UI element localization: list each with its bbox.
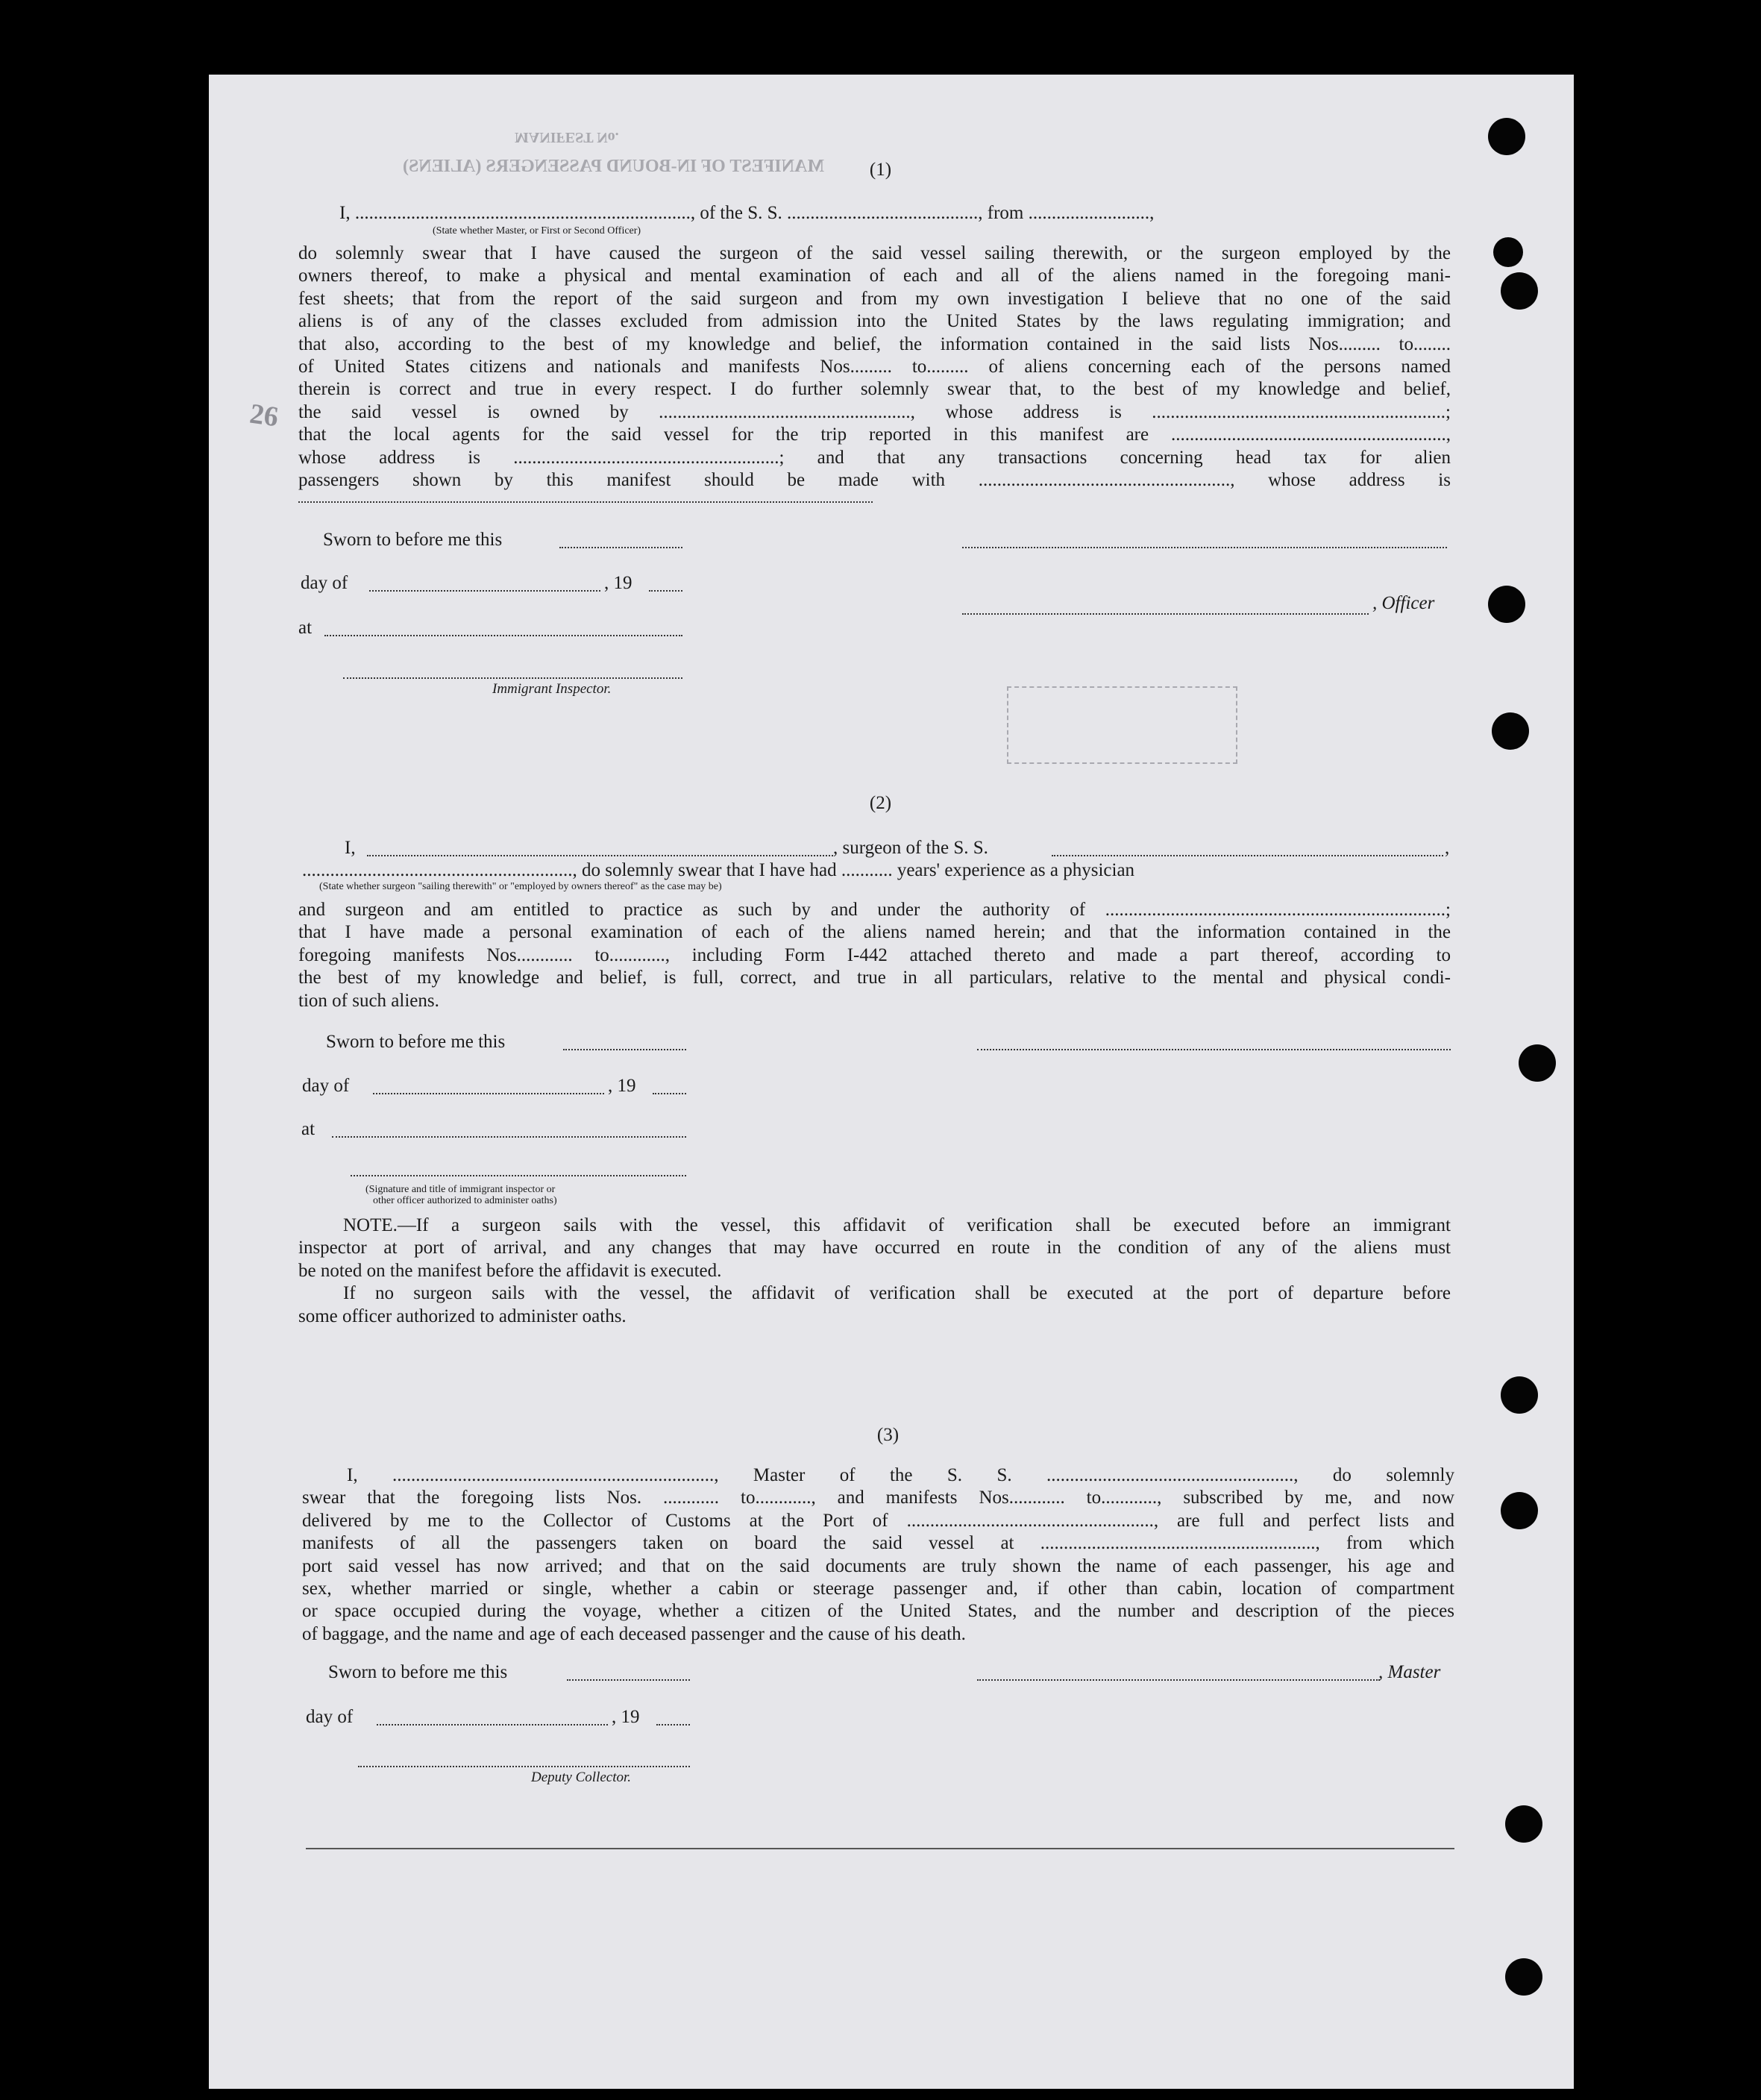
- section3-year-label: , 19: [612, 1707, 640, 1727]
- punch-hole: [1501, 272, 1538, 310]
- section2-inspector-line: [351, 1175, 686, 1176]
- section2-sworn-label: Sworn to before me this: [326, 1032, 506, 1052]
- section1-sworn-field: [559, 547, 682, 548]
- section2-year-label: , 19: [608, 1076, 636, 1096]
- section3-number: (3): [876, 1425, 900, 1445]
- punch-hole: [1488, 118, 1525, 155]
- note-label: NOTE.: [343, 1215, 398, 1235]
- section1-officer-line: [962, 613, 1369, 615]
- punch-hole: [1492, 712, 1529, 750]
- section1-address-line: [298, 501, 873, 503]
- section3-deputy-line: [358, 1766, 690, 1767]
- section3-master-line: [977, 1679, 1380, 1681]
- section3-body: I, ....................................................................., Master of the S. S. ....................................................., do solemnly swear that the foregoing lists Nos. ............ to............, and manifests Nos............ to............, subscribed by me, and now delivered by me to the Collector of Customs at the Port of ....................................................., are full and perfect lists and manifests of all the passengers taken on board the said vessel at ..........................................................., from which port said vessel has now arrived; and that on the said documents are truly shown the name of each passenger, his age and sex, whether married or single, whether a cabin or steerage passenger and, if other than cabin, location of compartment or space occupied during the voyage, whether a citizen of the United States, and the number and description of the pieces of baggage, and the name and age of each deceased passenger and the cause of his death.: [302, 1465, 1454, 1644]
- section2-day-label: day of: [302, 1076, 350, 1096]
- section3-sworn-field: [567, 1679, 690, 1681]
- section3-deputy-label: Deputy Collector.: [531, 1770, 632, 1785]
- section2-comma: ,: [1445, 838, 1450, 858]
- section1-at-label: at: [298, 618, 313, 638]
- section2-surgeon-label: , surgeon of the S. S.: [833, 838, 988, 858]
- section2-at-field: [332, 1136, 686, 1138]
- faint-stamp: [1007, 686, 1237, 764]
- section2-day-field: [373, 1093, 604, 1094]
- section1-inspector-label: Immigrant Inspector.: [492, 681, 612, 697]
- section2-sig-hint-2: other officer authorized to administer oaths): [373, 1195, 557, 1206]
- section3-day-label: day of: [306, 1707, 354, 1727]
- section2-i-label: I,: [345, 838, 356, 858]
- section3-sworn-label: Sworn to before me this: [328, 1662, 508, 1682]
- section1-number: (1): [869, 160, 892, 180]
- section1-officer-label: , Officer: [1372, 593, 1435, 613]
- punch-hole: [1488, 586, 1525, 623]
- section3-day-field: [377, 1724, 608, 1726]
- bottom-rule: [306, 1848, 1454, 1849]
- section2-at-label: at: [301, 1119, 316, 1139]
- section1-body: do solemnly swear that I have caused the surgeon of the said vessel sailing therewith, or the surgeon employed by the owners thereof, to make a physical and mental examination of each and all of the aliens named in the foregoing mani- fest sheets; that from the report of the said surgeon and from my own investigation I believe that no one of the said aliens is of any of the classes excluded from admission into the United States by the laws regulating immigration; and that also, according to the best of my knowledge and belief, the information contained in the said lists Nos......... to........ of United States citizens and nationals and manifests Nos......... to......... of aliens concerning each of the persons named therein is correct and true in every respect. I do further solemnly swear that, to the best of my knowledge and belief, the said vessel is owned by ......................................................, whose address is ...............................................................; that the local agents for the said vessel for the trip reported in this manifest are ..........................................................., whose address is .........................................................; and that any transactions concerning head tax for alien passengers shown by this manifest should be made with ......................................................, whose address is: [298, 243, 1451, 491]
- section2-number: (2): [869, 793, 892, 813]
- margin-number: 26: [248, 398, 280, 433]
- section2-year-field: [653, 1093, 686, 1094]
- punch-hole: [1505, 1805, 1542, 1843]
- punch-hole: [1519, 1044, 1556, 1082]
- punch-hole: [1493, 237, 1523, 267]
- punch-hole: [1501, 1492, 1538, 1529]
- section3-master-label: , Master: [1378, 1662, 1441, 1682]
- section1-year-label: , 19: [604, 573, 632, 593]
- section2-sig-hint-1: (Signature and title of immigrant inspector or: [365, 1184, 556, 1195]
- punch-hole: [1501, 1376, 1538, 1414]
- section1-year-field: [649, 590, 682, 592]
- punch-hole: [1505, 1958, 1542, 1996]
- section1-line1: I, ........................................................................, of the S. S. ........................................., from ..........................,: [339, 203, 1155, 223]
- faint-manifest-number: MANIFEST No.: [515, 129, 619, 145]
- section2-line2: .........................................................., do solemnly swear that I have had ........... years' experience as a physician: [302, 860, 1135, 880]
- section3-year-field: [656, 1724, 690, 1726]
- section2-signature-line: [977, 1049, 1451, 1050]
- section2-note: NOTE.—If a surgeon sails with the vessel, this affidavit of verification shall be executed before an immigrant inspector at port of arrival, and any changes that may have occurred en route in the condition of any of the aliens must be noted on the manifest before the affidavit is executed. If no surgeon sails with the vessel, the affidavit of verification shall be executed at the port of departure before some officer authorized to administer oaths.: [298, 1215, 1451, 1326]
- section2-sworn-field: [563, 1049, 686, 1050]
- faint-manifest-title: MANIFEST OF IN-BOUND PASSENGERS (ALIENS): [403, 157, 824, 176]
- section2-vessel-field: [1052, 855, 1443, 856]
- section1-hint: (State whether Master, or First or Second Officer): [433, 225, 641, 236]
- section2-name-field: [367, 855, 833, 856]
- section2-body: and surgeon and am entitled to practice as such by and under the authority of .........................................................................; that I have made a personal examination of each of the aliens named herein; and that the information contained in the foregoing manifests Nos............ to............, including Form I-442 attached thereto and made a part thereof, according to the best of my knowledge and belief, is full, correct, and true in all particulars, relative to the mental and physical condi- tion of such aliens.: [298, 900, 1451, 1011]
- section1-inspector-line: [343, 677, 682, 679]
- section1-officer-line-top: [962, 547, 1447, 548]
- section1-sworn-label: Sworn to before me this: [323, 530, 503, 550]
- section1-at-field: [324, 635, 682, 636]
- section1-day-field: [369, 590, 600, 592]
- section2-hint: (State whether surgeon "sailing therewith" or "employed by owners thereof" as the case may be): [319, 881, 722, 892]
- section1-day-label: day of: [301, 573, 348, 593]
